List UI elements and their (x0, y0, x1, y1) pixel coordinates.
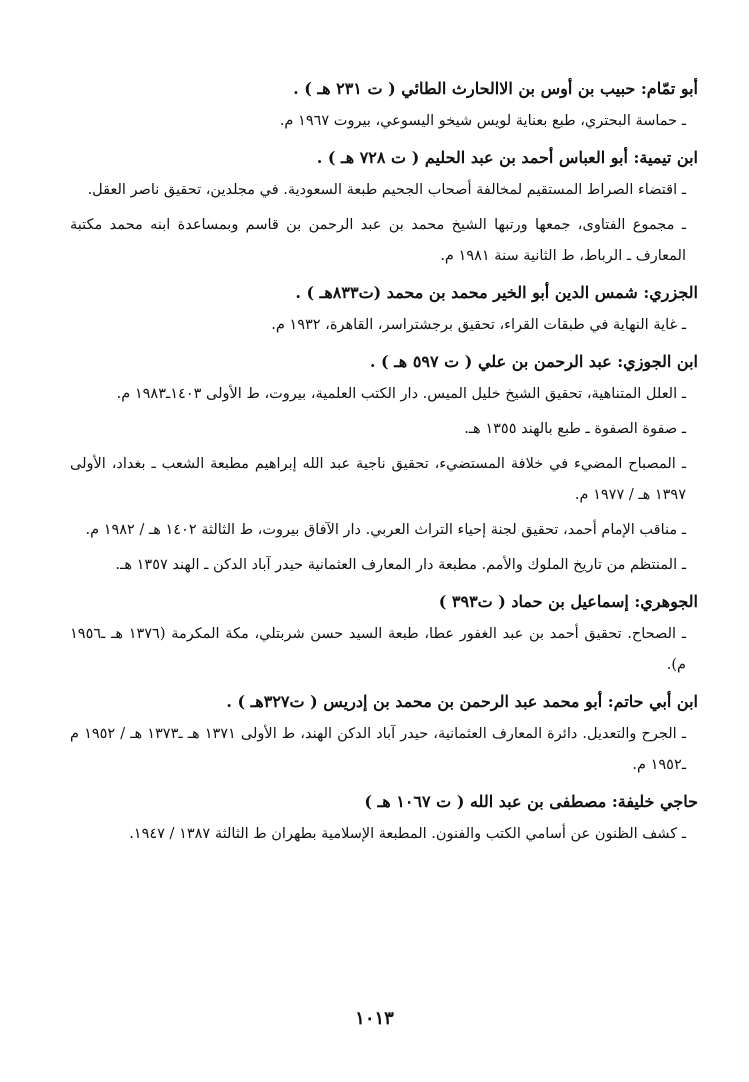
entry-item: ـ المنتظم من تاريخ الملوك والأمم. مطبعة دار المعارف العثمانية حيدر آباد الدكن ـ الهند ١٣٥٧ هـ. (115, 557, 686, 573)
entry-item: ـ المصباح المضيء في خلافة المستضيء، تحقيق ناجية عبد الله إبراهيم مطبعة الشعب ـ بغداد، الأولى ١٣٩٧ هـ / ١٩٧٧ م. (70, 456, 686, 503)
entry-ibn-al-jawzi (70, 347, 698, 581)
page-number: ١٠١٣ (355, 1008, 394, 1029)
entry-item: ـ صفوة الصفوة ـ طبع بالهند ١٣٥٥ هـ. (464, 421, 686, 437)
entry-ibn-taymiyya (70, 143, 698, 272)
entry-ibn-abi-hatim (70, 687, 698, 781)
entry-heading: الجزري: شمس الدين أبو الخير محمد بن محمد (ت٨٣٣هـ ) . (295, 283, 698, 302)
entry-heading: ابن تيمية: أبو العباس أحمد بن عبد الحليم ( ت ٧٢٨ هـ ) . (316, 148, 698, 167)
entry-al-jawhari (70, 587, 698, 681)
entry-item: ـ غاية النهاية في طبقات القراء، تحقيق برجشتراسر، القاهرة، ١٩٣٢ م. (271, 317, 686, 333)
entry-item: ـ العلل المتناهية، تحقيق الشيخ خليل الميس. دار الكتب العلمية، بيروت، ط الأولى ١٤٠٣ـ١٩٨٣ م. (116, 386, 686, 402)
entry-heading: حاجي خليفة: مصطفى بن عبد الله ( ت ١٠٦٧ هـ ) (364, 792, 698, 811)
entry-heading: الجوهري: إسماعيل بن حماد ( ت٣٩٣ ) (438, 592, 698, 611)
entry-heading: ابن الجوزي: عبد الرحمن بن علي ( ت ٥٩٧ هـ ) . (369, 352, 698, 371)
entry-abu-tammam (70, 74, 698, 137)
entry-heading: أبو تمّام: حبيب بن أوس بن الاالحارث الطائي ( ت ٢٣١ هـ ) . (293, 79, 698, 98)
entry-item: ـ الجرح والتعديل. دائرة المعارف العثمانية، حيدر آباد الدكن الهند، ط الأولى ١٣٧١ هـ ـ١٣٧٣ هـ / ١٩٥٢ م ـ١٩٥٢ م. (70, 726, 686, 773)
entry-item: ـ مناقب الإمام أحمد، تحقيق لجنة إحياء التراث العربي. دار الآفاق بيروت، ط الثالثة ١٤٠٢ هـ / ١٩٨٢ م. (85, 522, 686, 538)
entry-heading: ابن أبي حاتم: أبو محمد عبد الرحمن بن محمد بن إدريس ( ت٣٢٧هـ ) . (226, 692, 698, 711)
entry-item: ـ كشف الظنون عن أسامي الكتب والفنون. المطبعة الإسلامية بطهران ط الثالثة ١٣٨٧ / ١٩٤٧. (129, 826, 686, 842)
entry-item: ـ حماسة البحتري، طبع بعناية لويس شيخو اليسوعي، بيروت ١٩٦٧ م. (279, 113, 686, 129)
entry-hajji-khalifa (70, 787, 698, 850)
entry-item: ـ الصحاح. تحقيق أحمد بن عبد الغفور عطا، طبعة السيد حسن شربتلي، مكة المكرمة (١٣٧٦ هـ ـ١٩٥٦ م). (70, 626, 686, 673)
entry-al-jazari (70, 278, 698, 341)
entry-item: ـ اقتضاء الصراط المستقيم لمخالفة أصحاب الجحيم طبعة السعودية. في مجلدين، تحقيق ناصر العقل. (87, 182, 686, 198)
bibliography-page (70, 68, 698, 854)
entry-item: ـ مجموع الفتاوى، جمعها ورتبها الشيخ محمد بن عبد الرحمن بن قاسم وبمساعدة ابنه محمد مكتبة المعارف ـ الرباط، ط الثانية سنة ١٩٨١ م. (70, 217, 686, 264)
